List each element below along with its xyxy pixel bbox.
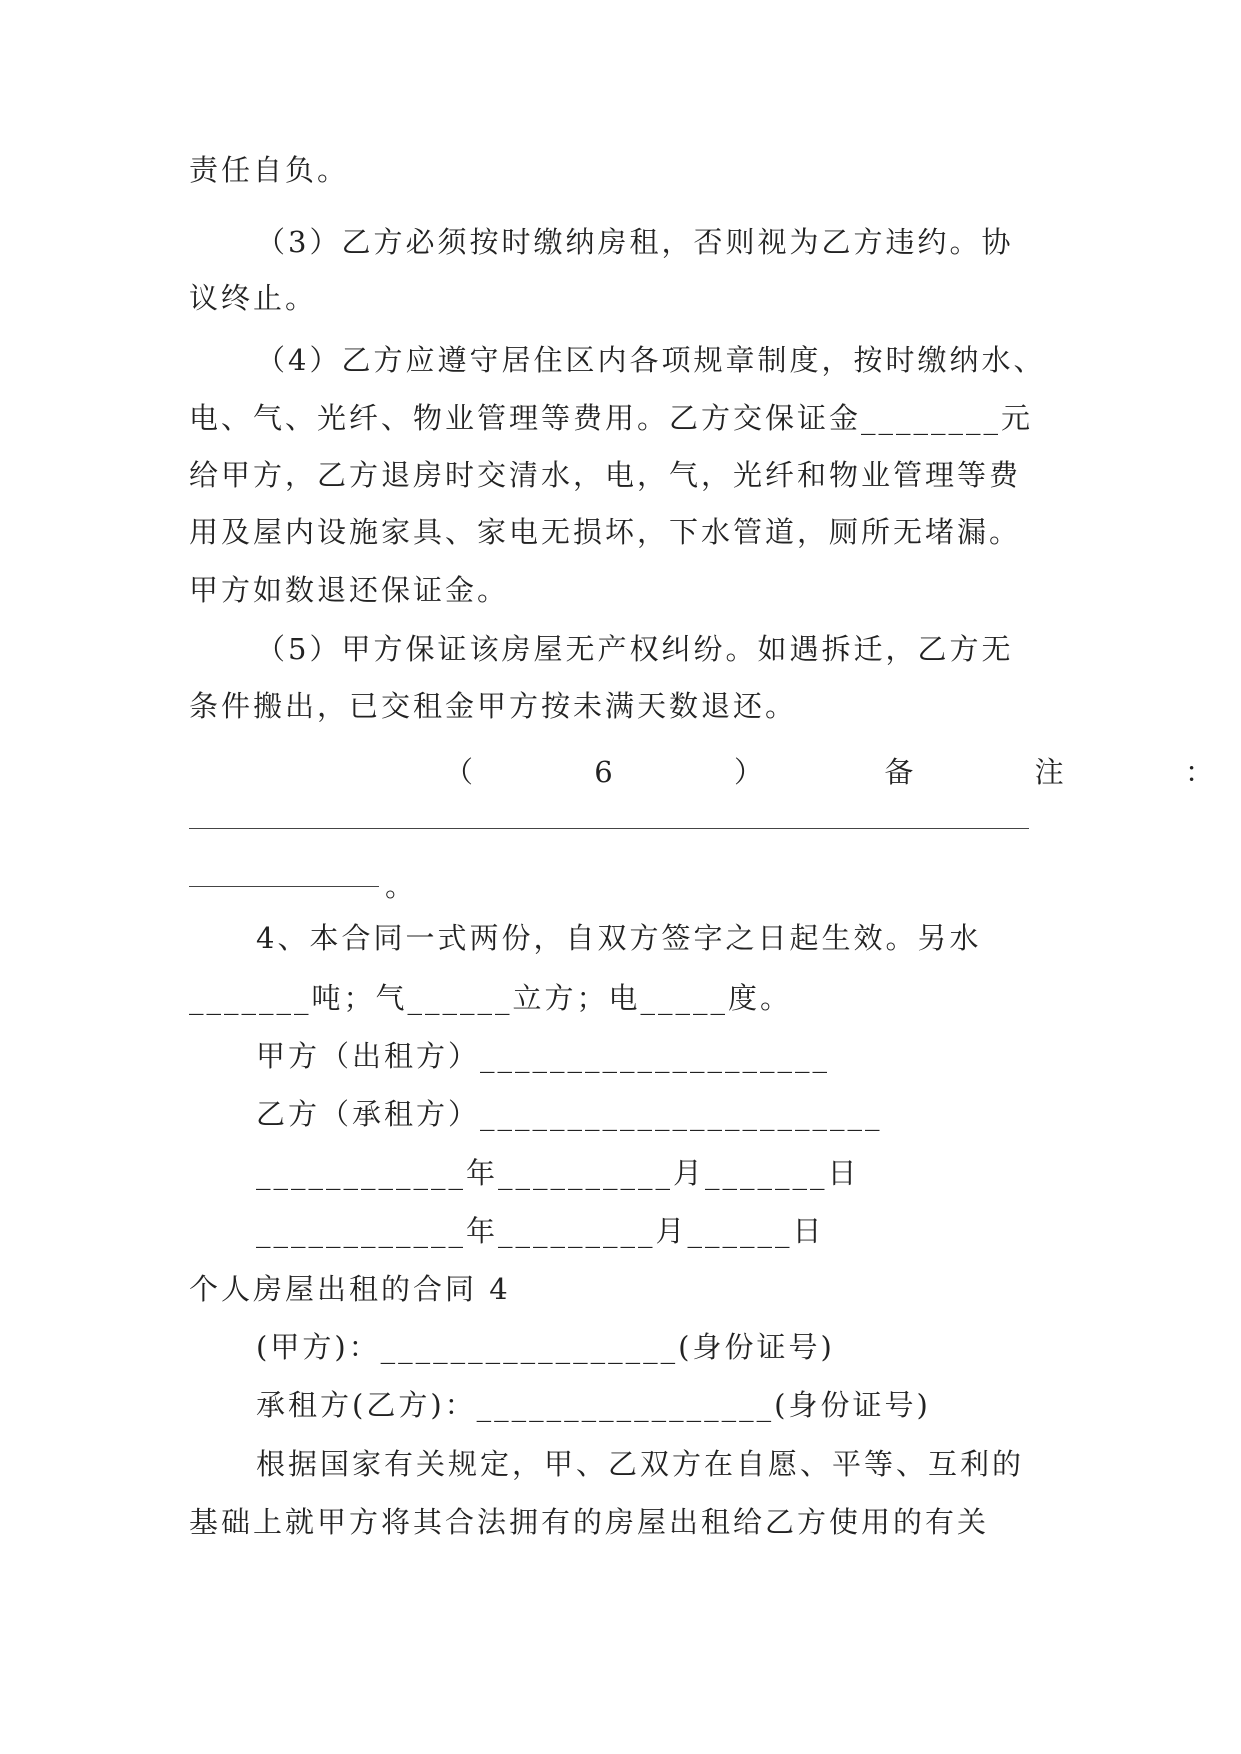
text-line: 电、气、光纤、物业管理等费用。乙方交保证金________元 — [189, 401, 1034, 435]
text-line: 条件搬出，已交租金甲方按未满天数退还。 — [189, 689, 798, 723]
remark-heading-part: （ — [444, 755, 474, 789]
remark-heading-part: ） — [734, 755, 764, 789]
text-line: 4、本合同一式两份，自双方签字之日起生效。另水 — [256, 921, 982, 955]
text-line: 根据国家有关规定，甲、乙双方在自愿、平等、互利的 — [256, 1447, 1025, 1481]
remark-heading-part: ： — [1184, 755, 1214, 789]
text-line: 甲方如数退还保证金。 — [189, 573, 510, 607]
signature-line: 乙方（承租方）_______________________ — [256, 1097, 883, 1131]
text-line: 责任自负。 — [189, 153, 350, 187]
remark-blank-line — [189, 886, 379, 887]
text-line: （4）乙方应遵守居住区内各项规章制度，按时缴纳水、 — [256, 343, 1046, 377]
remark-heading-part: 备 — [884, 755, 914, 789]
remark-heading-part: 6 — [594, 755, 613, 789]
date-line: ____________年_________月______日 — [256, 1214, 825, 1248]
remark-end: 。 — [385, 869, 418, 903]
remark-heading — [189, 752, 1214, 792]
signature-line: 甲方（出租方）____________________ — [256, 1039, 831, 1073]
remark-heading-part: 注 — [1034, 755, 1064, 789]
text-line: （3）乙方必须按时缴纳房租，否则视为乙方违约。协 — [256, 225, 1014, 259]
party-line: 承租方(乙方)：_________________(身份证号) — [256, 1388, 931, 1422]
party-line: (甲方)：_________________(身份证号) — [256, 1330, 835, 1364]
text-line: _______吨；气______立方；电_____度。 — [189, 981, 793, 1015]
text-line: 议终止。 — [189, 281, 318, 315]
text-line: （5）甲方保证该房屋无产权纠纷。如遇拆迁，乙方无 — [256, 632, 1014, 666]
section-title: 个人房屋出租的合同 4 — [189, 1272, 511, 1306]
date-line: ____________年__________月_______日 — [256, 1156, 860, 1190]
text-line: 基础上就甲方将其合法拥有的房屋出租给乙方使用的有关 — [189, 1505, 990, 1539]
remark-blank-line — [189, 828, 1029, 829]
text-line: 给甲方，乙方退房时交清水，电，气，光纤和物业管理等费 — [189, 458, 1022, 492]
text-line: 用及屋内设施家具、家电无损坏，下水管道，厕所无堵漏。 — [189, 515, 1022, 549]
